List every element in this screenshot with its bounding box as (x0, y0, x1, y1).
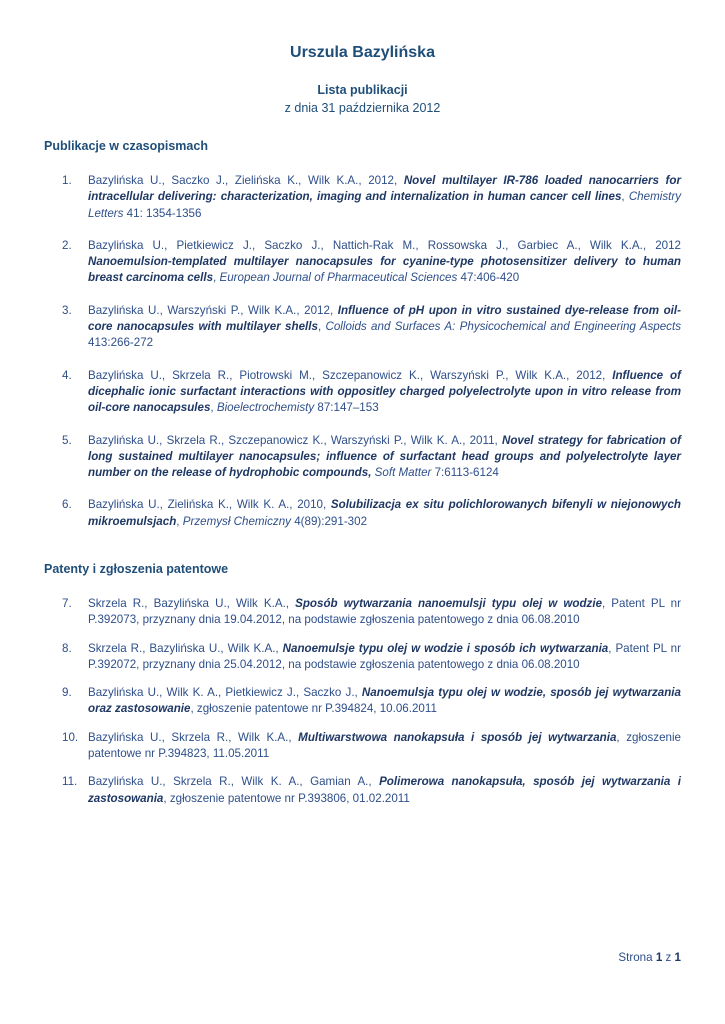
item-authors: Skrzela R., Bazylińska U., Wilk K.A., (88, 641, 283, 655)
item-journal: European Journal of Pharmaceutical Sciences (219, 271, 458, 285)
item-number: 11. (62, 775, 78, 789)
item-journal: Colloids and Surfaces A: Physicochemical and Engineering Aspects (325, 320, 681, 334)
item-journal: Przemysł Chemiczny (182, 514, 291, 528)
item-journal: Chemistry Letters (88, 190, 681, 220)
item-separator: , (621, 190, 629, 204)
item-number: 9. (62, 686, 72, 700)
item-reference: 87:147–153 (314, 401, 379, 415)
publication-item-1 (62, 173, 681, 222)
item-reference: 4(89):291-302 (290, 514, 368, 528)
footer-label: Strona (618, 951, 653, 964)
list-title: Lista publikacji (317, 83, 408, 97)
item-reference: 413:266-272 (88, 336, 154, 350)
item-title: Nanoemulsion-templated multilayer nanocapsules for cyanine-type photosensitizer delivery to human breast carcinoma cells (88, 255, 681, 285)
item-authors: Skrzela R., Bazylińska U., Wilk K.A., (88, 597, 296, 610)
item-separator: , (213, 271, 220, 285)
item-reference: 47:406-420 (457, 271, 520, 285)
item-title: Multiwarstwowa nanokapsuła i sposób jej wytwarzania (298, 730, 617, 744)
item-title: Solubilizacja ex situ polichlorowanych bifenyli w niejonowych mikroemulsjach (88, 498, 681, 528)
item-authors: Bazylińska U., Zielińska K., Wilk K. A., 2010, (88, 498, 331, 512)
patent-item-10 (62, 730, 681, 763)
item-journal: Soft Matter (374, 466, 432, 480)
item-title: Novel strategy for fabrication of long sustained multilayer nanocapsules; influence of surfactant head groups and polyelectrolyte layer number on the release of hydrophobic compounds, (88, 433, 681, 480)
item-details: , zgłoszenie patentowe nr P.394823, 11.05.2011 (88, 730, 681, 761)
patent-list (62, 596, 681, 807)
item-journal: Bioelectrochemisty (216, 401, 315, 415)
patent-item-8 (62, 641, 681, 674)
item-title: Influence of pH upon in vitro sustained dye-release from oil-core nanocapsules with multilayer shells (88, 303, 681, 334)
item-authors: Bazylińska U., Saczko J., Zielińska K., Wilk K.A., 2012, (88, 174, 404, 187)
publication-list (62, 173, 681, 530)
publication-item-6 (62, 497, 681, 530)
item-number: 7. (62, 597, 72, 610)
patent-item-9 (62, 685, 681, 718)
publication-item-4 (62, 368, 681, 417)
publication-item-5 (62, 433, 681, 482)
item-separator: , (210, 401, 217, 415)
item-separator: , (176, 514, 183, 528)
item-title: Influence of dicephalic ionic surfactant interactions with oppositley charged polyelectrolyte upon in vitro release from oil-core nanocapsules (88, 368, 681, 415)
item-title: Sposób wytwarzania nanoemulsji typu olej w wodzie (295, 597, 603, 610)
item-separator: , (317, 320, 326, 334)
item-number: 4. (62, 368, 72, 382)
item-authors: Bazylińska U., Warszyński P., Wilk K.A., 2012, (88, 303, 338, 317)
item-reference: 41: 1354-1356 (123, 206, 202, 220)
item-title: Nanoemulsje typu olej w wodzie i sposób ich wytwarzania (282, 641, 609, 655)
list-date: z dnia 31 października 2012 (284, 101, 441, 115)
item-details: , zgłoszenie patentowe nr P.393806, 01.02.2011 (163, 791, 410, 805)
footer-total-pages: 1 (674, 951, 681, 964)
item-authors: Bazylińska U., Skrzela R., Wilk K. A., Gamian A., (88, 775, 380, 789)
item-authors: Bazylińska U., Skrzela R., Szczepanowicz K., Warszyński P., Wilk K. A., 2011, (88, 433, 502, 447)
item-details: , Patent PL nr P.392073, przyznany dnia 19.04.2012, na podstawie zgłoszenia patentowego z dnia 06.08.2010 (88, 597, 681, 627)
item-title: Nanoemulsja typu olej w wodzie, sposób jej wytwarzania oraz zastosowanie (88, 686, 681, 716)
item-authors: Bazylińska U., Wilk K. A., Pietkiewicz J., Saczko J., (88, 686, 362, 700)
item-number: 10. (62, 730, 79, 744)
item-reference: 7:6113-6124 (431, 466, 499, 480)
item-authors: Bazylińska U., Skrzela R., Wilk K.A., (88, 730, 299, 744)
patent-item-11 (62, 774, 681, 807)
page-number-footer (618, 951, 681, 964)
item-number: 5. (62, 433, 72, 447)
publication-item-2 (62, 238, 681, 287)
item-title: Polimerowa nanokapsuła, sposób jej wytwarzania i zastosowania (88, 775, 681, 805)
item-number: 1. (62, 174, 72, 187)
author-name: Urszula Bazylińska (290, 44, 435, 61)
item-number: 2. (62, 238, 72, 252)
item-number: 8. (62, 641, 72, 655)
footer-of: z (665, 951, 672, 964)
item-number: 3. (62, 303, 72, 317)
section-heading-patents: Patenty i zgłoszenia patentowe (44, 562, 229, 576)
item-details: , Patent PL nr P.392072, przyznany dnia 25.04.2012, na podstawie zgłoszenia patentowego z dnia 06.08.2010 (88, 641, 681, 671)
item-details: , zgłoszenie patentowe nr P.394824, 10.06.2011 (190, 702, 437, 716)
item-authors: Bazylińska U., Skrzela R., Piotrowski M., Szczepanowicz K., Warszyński P., Wilk K.A., 2012, (88, 368, 613, 382)
publication-item-3 (62, 303, 681, 352)
item-number: 6. (62, 498, 72, 512)
item-authors: Bazylińska U., Pietkiewicz J., Saczko J., Nattich-Rak M., Rossowska J., Garbiec A., Wilk K.A., 2012 (88, 238, 681, 252)
footer-current-page: 1 (655, 951, 663, 964)
item-title: Novel multilayer IR-786 loaded nanocarriers for intracellular delivering: characterization, imaging and internalization in human cancer cell lines (88, 174, 681, 204)
section-heading-journals: Publikacje w czasopismach (44, 139, 208, 153)
patent-item-7 (62, 596, 681, 629)
